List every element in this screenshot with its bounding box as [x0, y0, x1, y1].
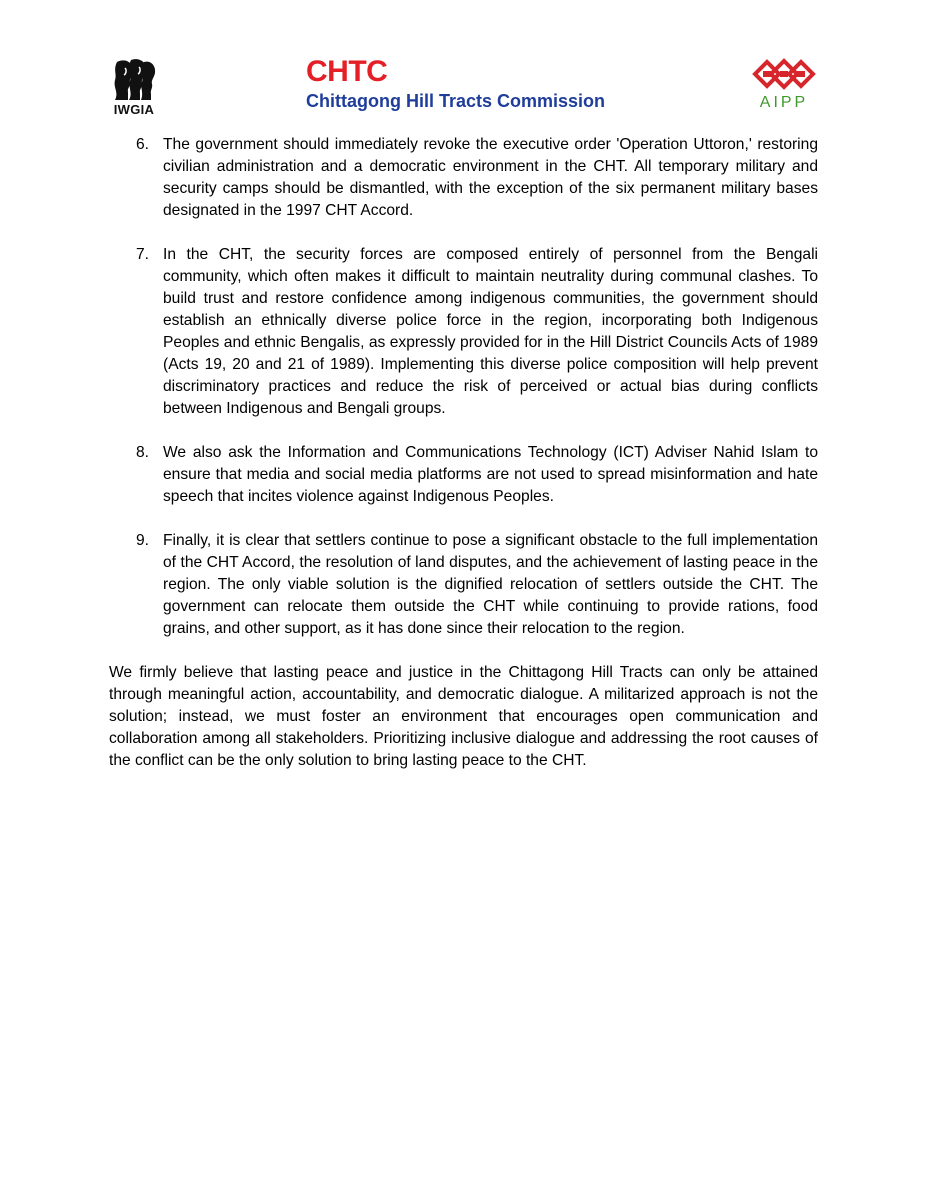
closing-paragraph: We firmly believe that lasting peace and justice in the Chittagong Hill Tracts can only be attained through meaningful action, accountability, and democratic dialogue. A militarized approach is not the solution; instead, we must foster an environment that encourages open communication and collaboration among all stakeholders. Prioritizing inclusive dialogue and addressing the root causes of the conflict can be the only solution to bring lasting peace to the CHT.	[109, 664, 818, 769]
iwgia-faces-icon	[111, 58, 157, 102]
chtc-acronym: CHTC	[306, 55, 388, 88]
chtc-logo	[306, 56, 636, 111]
list-item-number: 8.	[136, 444, 150, 461]
aipp-label: AIPP	[759, 94, 809, 111]
list-item	[109, 244, 818, 420]
list-item-number: 9.	[136, 532, 150, 549]
list-item-number: 6.	[136, 136, 150, 153]
aipp-logo	[748, 54, 820, 116]
iwgia-logo	[107, 58, 161, 118]
chtc-full-name: Chittagong Hill Tracts Commission	[306, 91, 606, 111]
list-item-text: Finally, it is clear that settlers continue to pose a significant obstacle to the full implementation of the CHT Accord, the resolution of land disputes, and the achievement of lasting peace in the region. The only viable solution is the dignified relocation of settlers outside the CHT. The government can relocate them outside the CHT while continuing to provide rations, food grains, and other support, as it has done since their relocation to the region.	[163, 532, 818, 637]
list-item-number: 7.	[136, 246, 150, 263]
letterhead	[0, 0, 927, 125]
list-item-text: The government should immediately revoke the executive order 'Operation Uttoron,' restoring civilian administration and a democratic environment in the CHT. All temporary military and security camps should be dismantled, with the exception of the six permanent military bases designated in the 1997 CHT Accord.	[163, 136, 818, 219]
aipp-pattern-icon	[751, 54, 817, 94]
list-item-text: In the CHT, the security forces are composed entirely of personnel from the Bengali community, which often makes it difficult to maintain neutrality during communal clashes. To build trust and restore confidence among indigenous communities, the government should establish an ethnically diverse police force in the region, incorporating both Indigenous Peoples and ethnic Bengalis, as expressly provided for in the Hill District Councils Acts of 1989 (Acts 19, 20 and 21 of 1989). Implementing this diverse police composition will help prevent discriminatory practices and reduce the risk of perceived or actual bias during conflicts between Indigenous and Bengali groups.	[163, 246, 818, 417]
list-item	[109, 530, 818, 640]
list-item-text: We also ask the Information and Communications Technology (ICT) Adviser Nahid Islam to ensure that media and social media platforms are not used to spread misinformation and hate speech that incites violence against Indigenous Peoples.	[163, 444, 818, 505]
list-item	[109, 442, 818, 508]
iwgia-label: IWGIA	[113, 102, 155, 117]
list-item	[109, 134, 818, 222]
document-body	[109, 134, 818, 788]
